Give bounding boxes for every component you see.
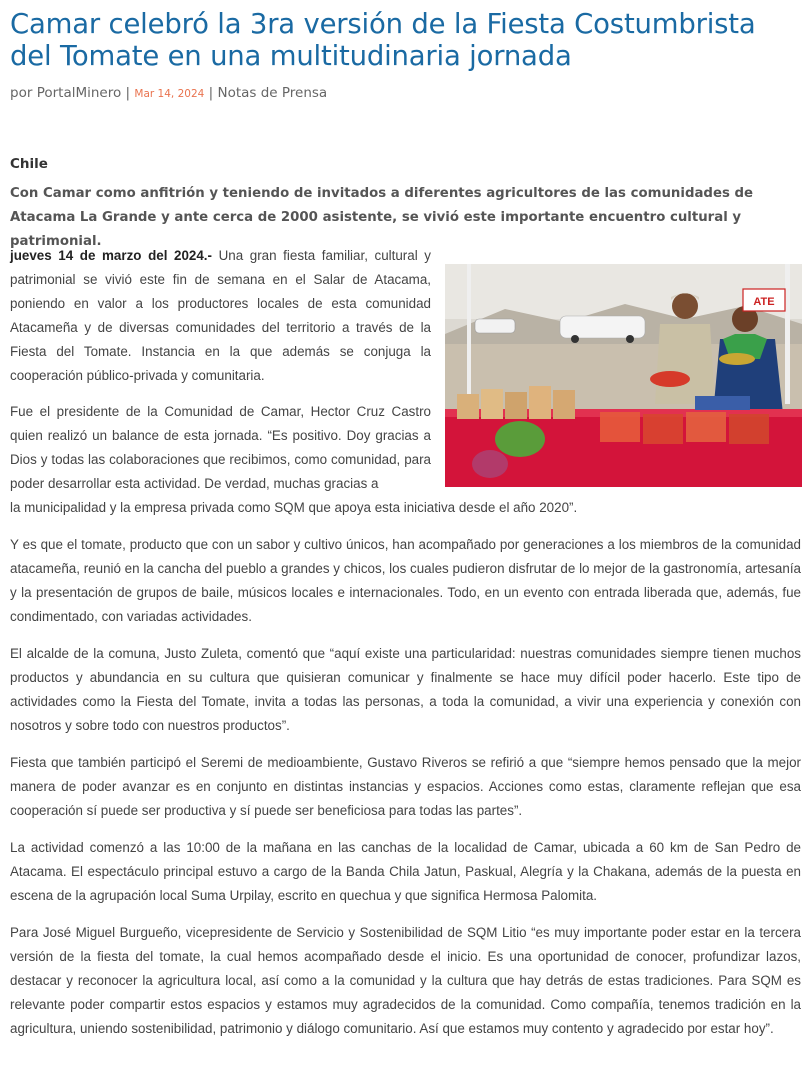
tomato-crate xyxy=(729,414,769,444)
paragraph-1 xyxy=(10,244,431,388)
article-lead: Con Camar como anfitrión y teniendo de invitados a diferentes agricultores de las comunidades de Atacama La Grande y ante cerca de 2000 asistente, se vivió este importante encuentro cultural y patrimonial. xyxy=(10,186,754,249)
tent-pole xyxy=(467,264,471,404)
tomato-stand-illustration xyxy=(445,264,802,487)
meta-by: por xyxy=(10,85,33,101)
article-meta xyxy=(10,85,327,101)
product-box xyxy=(529,386,551,419)
tomato-crate xyxy=(686,412,726,442)
held-tomatoes xyxy=(719,353,755,365)
tomato-crate xyxy=(643,414,683,444)
held-tomatoes xyxy=(650,371,690,387)
category-link[interactable]: Notas de Prensa xyxy=(217,85,328,101)
paragraph-2: Fue el presidente de la Comunidad de Camar, Hector Cruz Castro quien realizó un balance de esta jornada. “Es positivo. Doy gracias a Dios y todas las colaboraciones que recibimos, como comunidad, para poder desarrollar esta actividad. De verdad, muchas gracias a xyxy=(10,404,431,491)
product-box xyxy=(481,389,503,419)
paragraph-3: Y es que el tomate, producto que con un sabor y cultivo únicos, han acompañado por generaciones a los miembros de la comunidad atacameña, reunió en la cancha del pueblo a grandes y chicos, los cuales pudieron disfrutar de lo mejor de la gastronomía, artesanía y la presentación de grupos de baile, músicos locales e internacionales. Todo, en un evento con entrada liberada que, además, fue condimentado, con variadas actividades. xyxy=(10,537,801,624)
radishes xyxy=(472,450,508,478)
product-box xyxy=(457,394,479,419)
person-shirt xyxy=(655,324,715,404)
person-head xyxy=(672,293,698,319)
paragraph-4: El alcalde de la comuna, Justo Zuleta, comentó que “aquí existe una particularidad: nuestras comunidades siempre tienen muchos productos y abundancia en su cultura que quisieran comunicar y finalmente se hace muy difícil poder hacerlo. Este tipo de actividades como la Fiesta del Tomate, invita a todas las personas, a toda la comunidad, a vivir una experiencia y conexión con nosotros y sobre todo con nuestros productos”. xyxy=(10,646,801,733)
tomato-crate xyxy=(600,412,640,442)
car xyxy=(560,316,645,338)
tent-pole xyxy=(785,264,790,404)
paragraph-1-text: Una gran fiesta familiar, cultural y patrimonial se vivió este fin de semana en el Salar de Atacama, poniendo en valor a los productores locales de esta comunidad Atacameña y de diversas comunidades del territorio a través de la Fiesta del Tomate. Instancia en la que además se conjuga la cooperación público-privada y comunitaria. xyxy=(10,248,431,383)
wheel xyxy=(571,335,579,343)
article-photo[interactable] xyxy=(445,264,802,487)
stand-sign-text: ATE xyxy=(753,296,775,308)
paragraph-7: Para José Miguel Burgueño, vicepresidente de Servicio y Sostenibilidad de SQM Litio “es muy importante poder estar en la tercera versión de la fiesta del tomate, la cual hemos acompañado desde el inicio. Es una oportunidad de conocer, profundizar lazos, destacar y reconocer la agricultura local, así como a la comunidad y la cultura que hay detrás de estas tradiciones. Para SQM es relevante poder compartir estos espacios y estamos muy agradecidos de la comunidad. Como compañía, tenemos tradición en la agricultura, uniendo sostenibilidad, patrimonio y diálogo comunitario. Así que estamos muy contento y agradecido por estar hoy”. xyxy=(10,925,801,1036)
paragraph-5: Fiesta que también participó el Seremi de medioambiente, Gustavo Riveros se refirió a que “siempre hemos pensado que la mejor manera de poder avanzar es en conjunto en distintas instancias y espacios. Acciones como estas, claramente reflejan que esa cooperación sí puede ser productiva y sí puede ser beneficiosa para todas las partes”. xyxy=(10,755,801,818)
product-box xyxy=(553,390,575,419)
dateline: jueves 14 de marzo del 2024.- xyxy=(10,248,212,263)
country-label: Chile xyxy=(10,156,48,172)
wheel xyxy=(626,335,634,343)
paragraph-2-tail: la municipalidad y la empresa privada como SQM que apoya esta iniciativa desde el año 2020”. xyxy=(10,500,578,515)
car xyxy=(475,319,515,333)
article-title: Camar celebró la 3ra versión de la Fiesta Costumbrista del Tomate en una multitudinaria jornada xyxy=(10,8,756,72)
publish-date: Mar 14, 2024 xyxy=(134,88,205,100)
scale xyxy=(695,396,750,410)
meta-separator: | xyxy=(208,85,214,101)
product-box xyxy=(505,392,527,419)
meta-separator: | xyxy=(125,85,131,101)
author-link[interactable]: PortalMinero xyxy=(36,85,122,101)
lettuce xyxy=(495,421,545,457)
paragraph-6: La actividad comenzó a las 10:00 de la mañana en las canchas de la localidad de Camar, ubicada a 60 km de San Pedro de Atacama. El espectáculo principal estuvo a cargo de la Banda Chila Jatun, Paskual, Alegría y la Chakana, además de la puesta en escena de la agrupación local Suma Urpilay, escrito en quechua y que significa Hermosa Palomita. xyxy=(10,840,801,903)
